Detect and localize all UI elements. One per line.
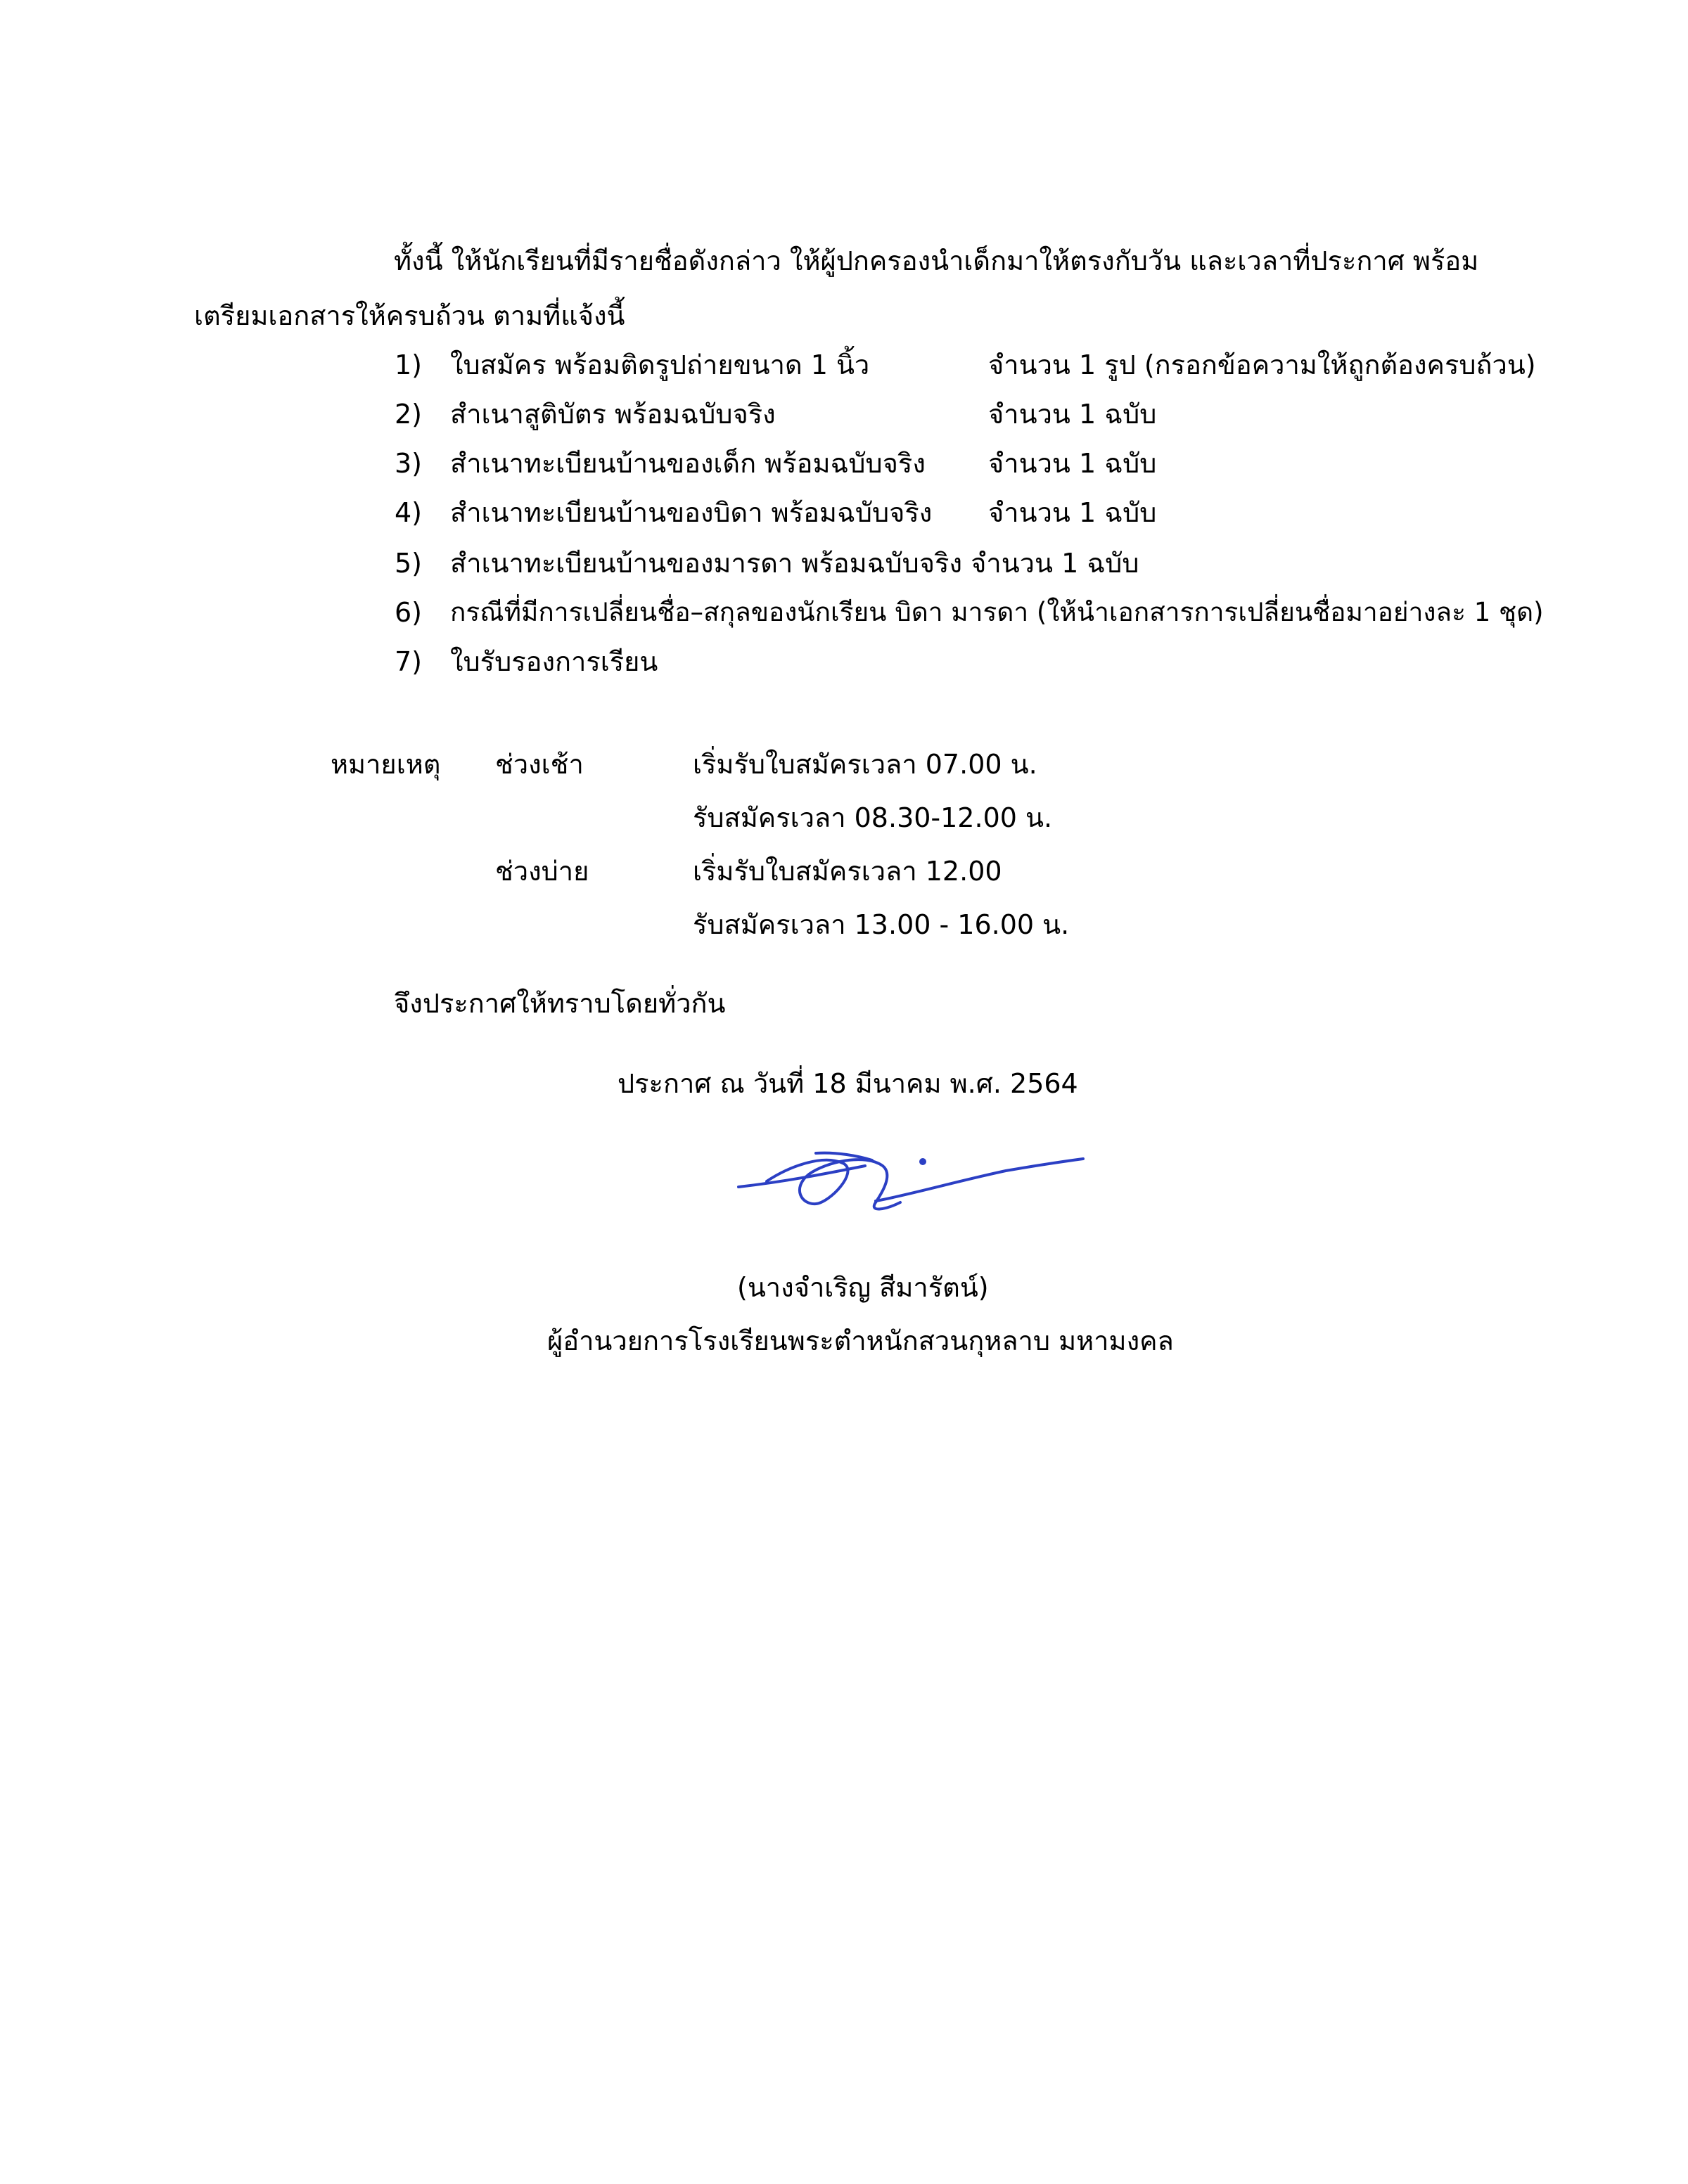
list-item-number: 7) (394, 646, 422, 677)
list-item-number: 2) (394, 399, 422, 430)
list-item-number: 4) (394, 497, 422, 528)
signer-position: ผู้อำนวยการโรงเรียนพระตำหนักสวนกุหลาบ มหามงคล (547, 1325, 1174, 1356)
list-item-text: ใบสมัคร พร้อมติดรูปถ่ายขนาด 1 นิ้ว (450, 349, 870, 380)
list-item-number: 1) (394, 349, 422, 380)
morning-registration-time: รับสมัครเวลา 08.30-12.00 น. (693, 802, 1053, 833)
afternoon-start-time: เริ่มรับใบสมัครเวลา 12.00 (693, 856, 1002, 887)
intro-line-2: เตรียมเอกสารให้ครบถ้วน ตามที่แจ้งนี้ (194, 300, 625, 331)
morning-label: ช่วงเช้า (495, 749, 584, 780)
announcement-date: ประกาศ ณ วันที่ 18 มีนาคม พ.ศ. 2564 (618, 1068, 1078, 1099)
list-item-quantity: จำนวน 1 ฉบับ (988, 448, 1157, 479)
list-item-text: สำเนาสูติบัตร พร้อมฉบับจริง (450, 399, 776, 430)
list-item-quantity: จำนวน 1 ฉบับ (988, 497, 1157, 528)
list-item-text: กรณีที่มีการเปลี่ยนชื่อ–สกุลของนักเรียน บิดา มารดา (ให้นำเอกสารการเปลี่ยนชื่อมาอย่างละ 1 ชุด) (450, 597, 1544, 627)
signature-image (724, 1125, 1090, 1223)
list-item-number: 3) (394, 448, 422, 479)
list-item-text: สำเนาทะเบียนบ้านของเด็ก พร้อมฉบับจริง (450, 448, 926, 479)
list-item-text: สำเนาทะเบียนบ้านของมารดา พร้อมฉบับจริง จำนวน 1 ฉบับ (450, 548, 1139, 579)
list-item-number: 6) (394, 597, 422, 628)
list-item-quantity: จำนวน 1 รูป (กรอกข้อความให้ถูกต้องครบถ้วน) (988, 349, 1536, 380)
afternoon-registration-time: รับสมัครเวลา 13.00 - 16.00 น. (693, 909, 1070, 940)
list-item-quantity: จำนวน 1 ฉบับ (988, 399, 1157, 430)
morning-start-time: เริ่มรับใบสมัครเวลา 07.00 น. (693, 749, 1037, 780)
notes-label: หมายเหตุ (331, 749, 441, 780)
list-item-text: สำเนาทะเบียนบ้านของบิดา พร้อมฉบับจริง (450, 497, 933, 528)
intro-line-1: ทั้งนี้ ให้นักเรียนที่มีรายชื่อดังกล่าว ให้ผู้ปกครองนำเด็กมาให้ตรงกับวัน และเวลาที่ประกาศ พร้อม (394, 245, 1479, 276)
list-item-number: 5) (394, 548, 422, 579)
signer-name: (นางจำเริญ สีมารัตน์) (737, 1272, 989, 1303)
list-item-text: ใบรับรองการเรียน (450, 646, 658, 677)
afternoon-label: ช่วงบ่าย (495, 856, 589, 887)
closing-statement: จึงประกาศให้ทราบโดยทั่วกัน (394, 988, 726, 1019)
